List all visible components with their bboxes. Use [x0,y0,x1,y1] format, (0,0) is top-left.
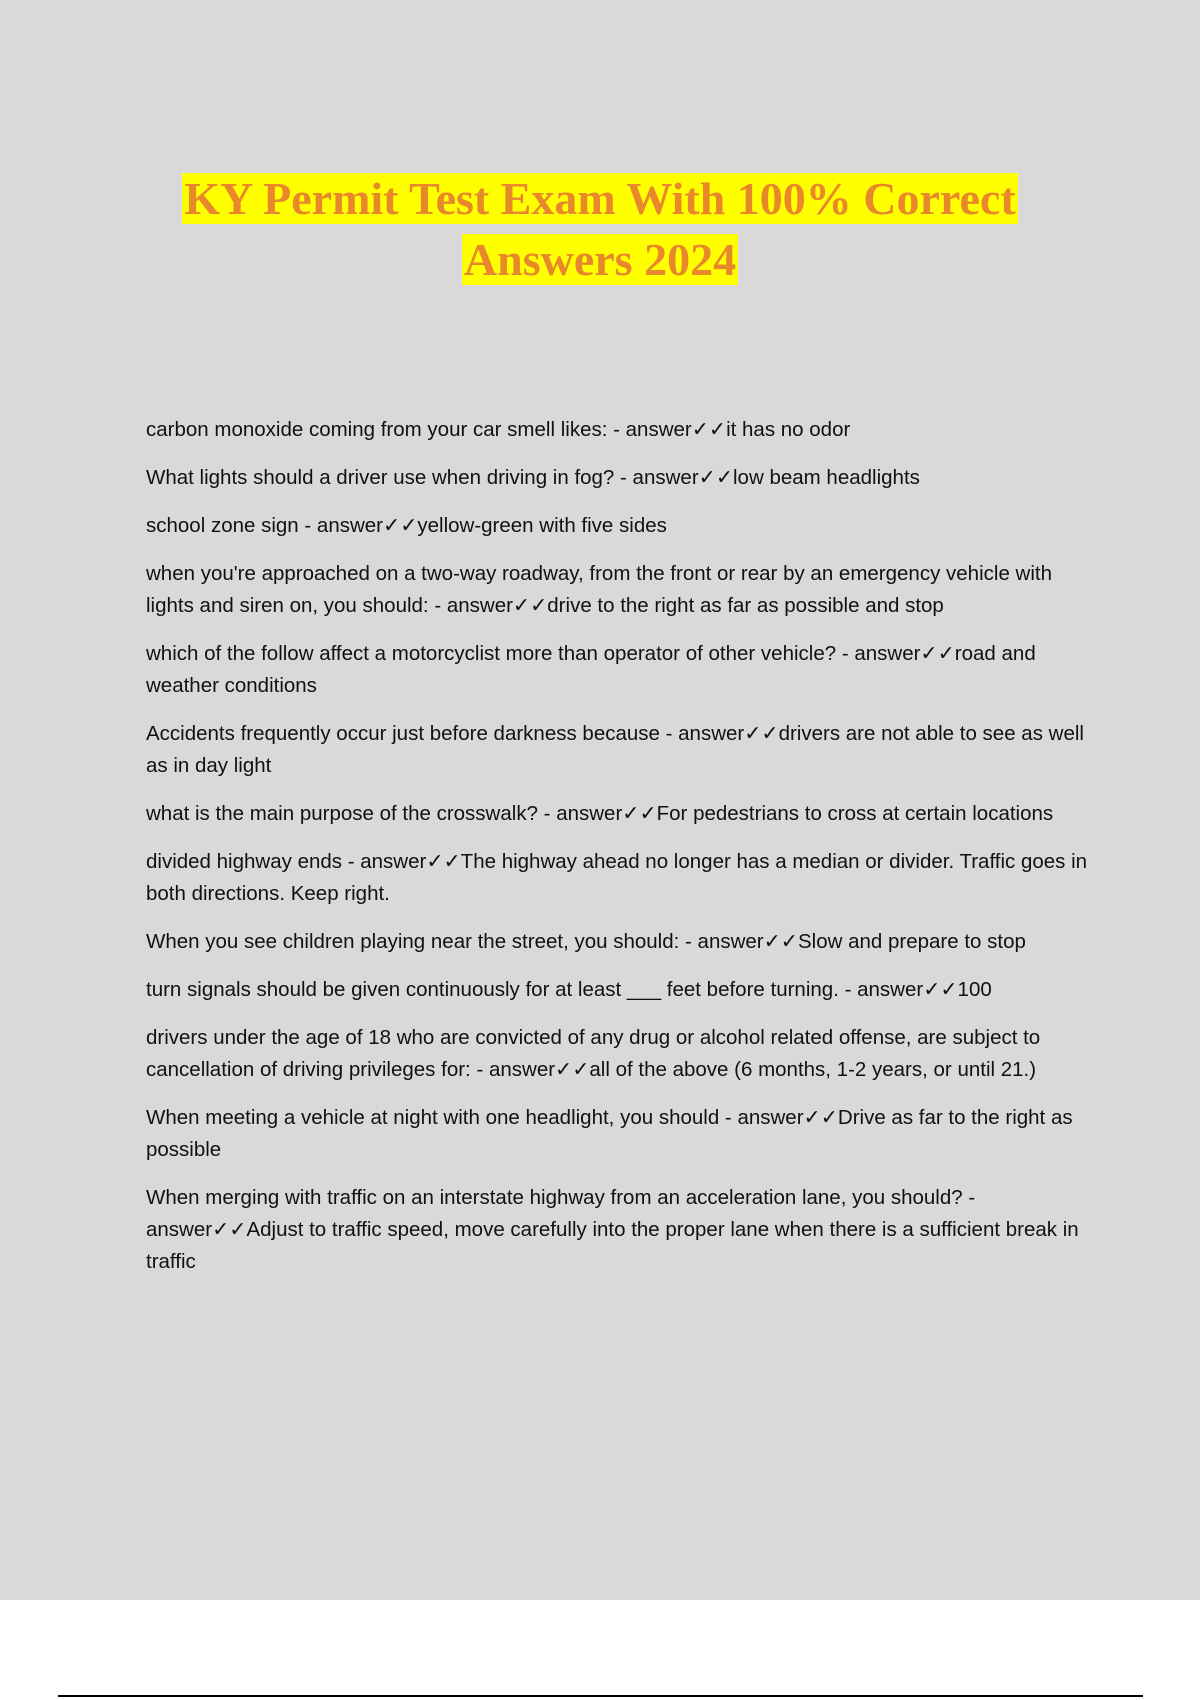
qa-item: divided highway ends - answer✓✓The highway ahead no longer has a median or divider. Traffic goes in both directions. Keep right. [146,850,1088,905]
title-line-2: Answers 2024 [463,234,737,285]
qa-item: When you see children playing near the street, you should: - answer✓✓Slow and prepare to stop [146,930,1026,953]
qa-item: When merging with traffic on an interstate highway from an acceleration lane, you should? - answer✓✓Adjust to traffic speed, move carefully into the proper lane when there is a sufficient break in traffic [146,1186,1079,1273]
qa-item: When meeting a vehicle at night with one headlight, you should - answer✓✓Drive as far to the right as possible [146,1106,1073,1161]
qa-item: Accidents frequently occur just before darkness because - answer✓✓drivers are not able to see as well as in day light [146,722,1084,777]
document-title [100,168,1100,290]
qa-item: school zone sign - answer✓✓yellow-green with five sides [146,514,667,537]
title-line-1: KY Permit Test Exam With 100% Correct [184,173,1016,224]
qa-item: drivers under the age of 18 who are convicted of any drug or alcohol related offense, are subject to cancellation of driving privileges for: - answer✓✓all of the above (6 months, 1-2 years, or until 21.) [146,1026,1041,1081]
bottom-divider [58,1695,1143,1697]
qa-item: what is the main purpose of the crosswalk? - answer✓✓For pedestrians to cross at certain locations [146,802,1054,825]
qa-item: which of the follow affect a motorcyclist more than operator of other vehicle? - answer✓✓road and weather conditions [146,642,1036,697]
qa-item: when you're approached on a two-way roadway, from the front or rear by an emergency vehicle with lights and siren on, you should: - answer✓✓drive to the right as far as possible and stop [146,562,1052,617]
qa-list [146,414,1091,1294]
qa-item: carbon monoxide coming from your car smell likes: - answer✓✓it has no odor [146,418,851,441]
qa-item: turn signals should be given continuously for at least ___ feet before turning. - answer✓✓100 [146,978,992,1001]
qa-item: What lights should a driver use when driving in fog? - answer✓✓low beam headlights [146,466,920,489]
